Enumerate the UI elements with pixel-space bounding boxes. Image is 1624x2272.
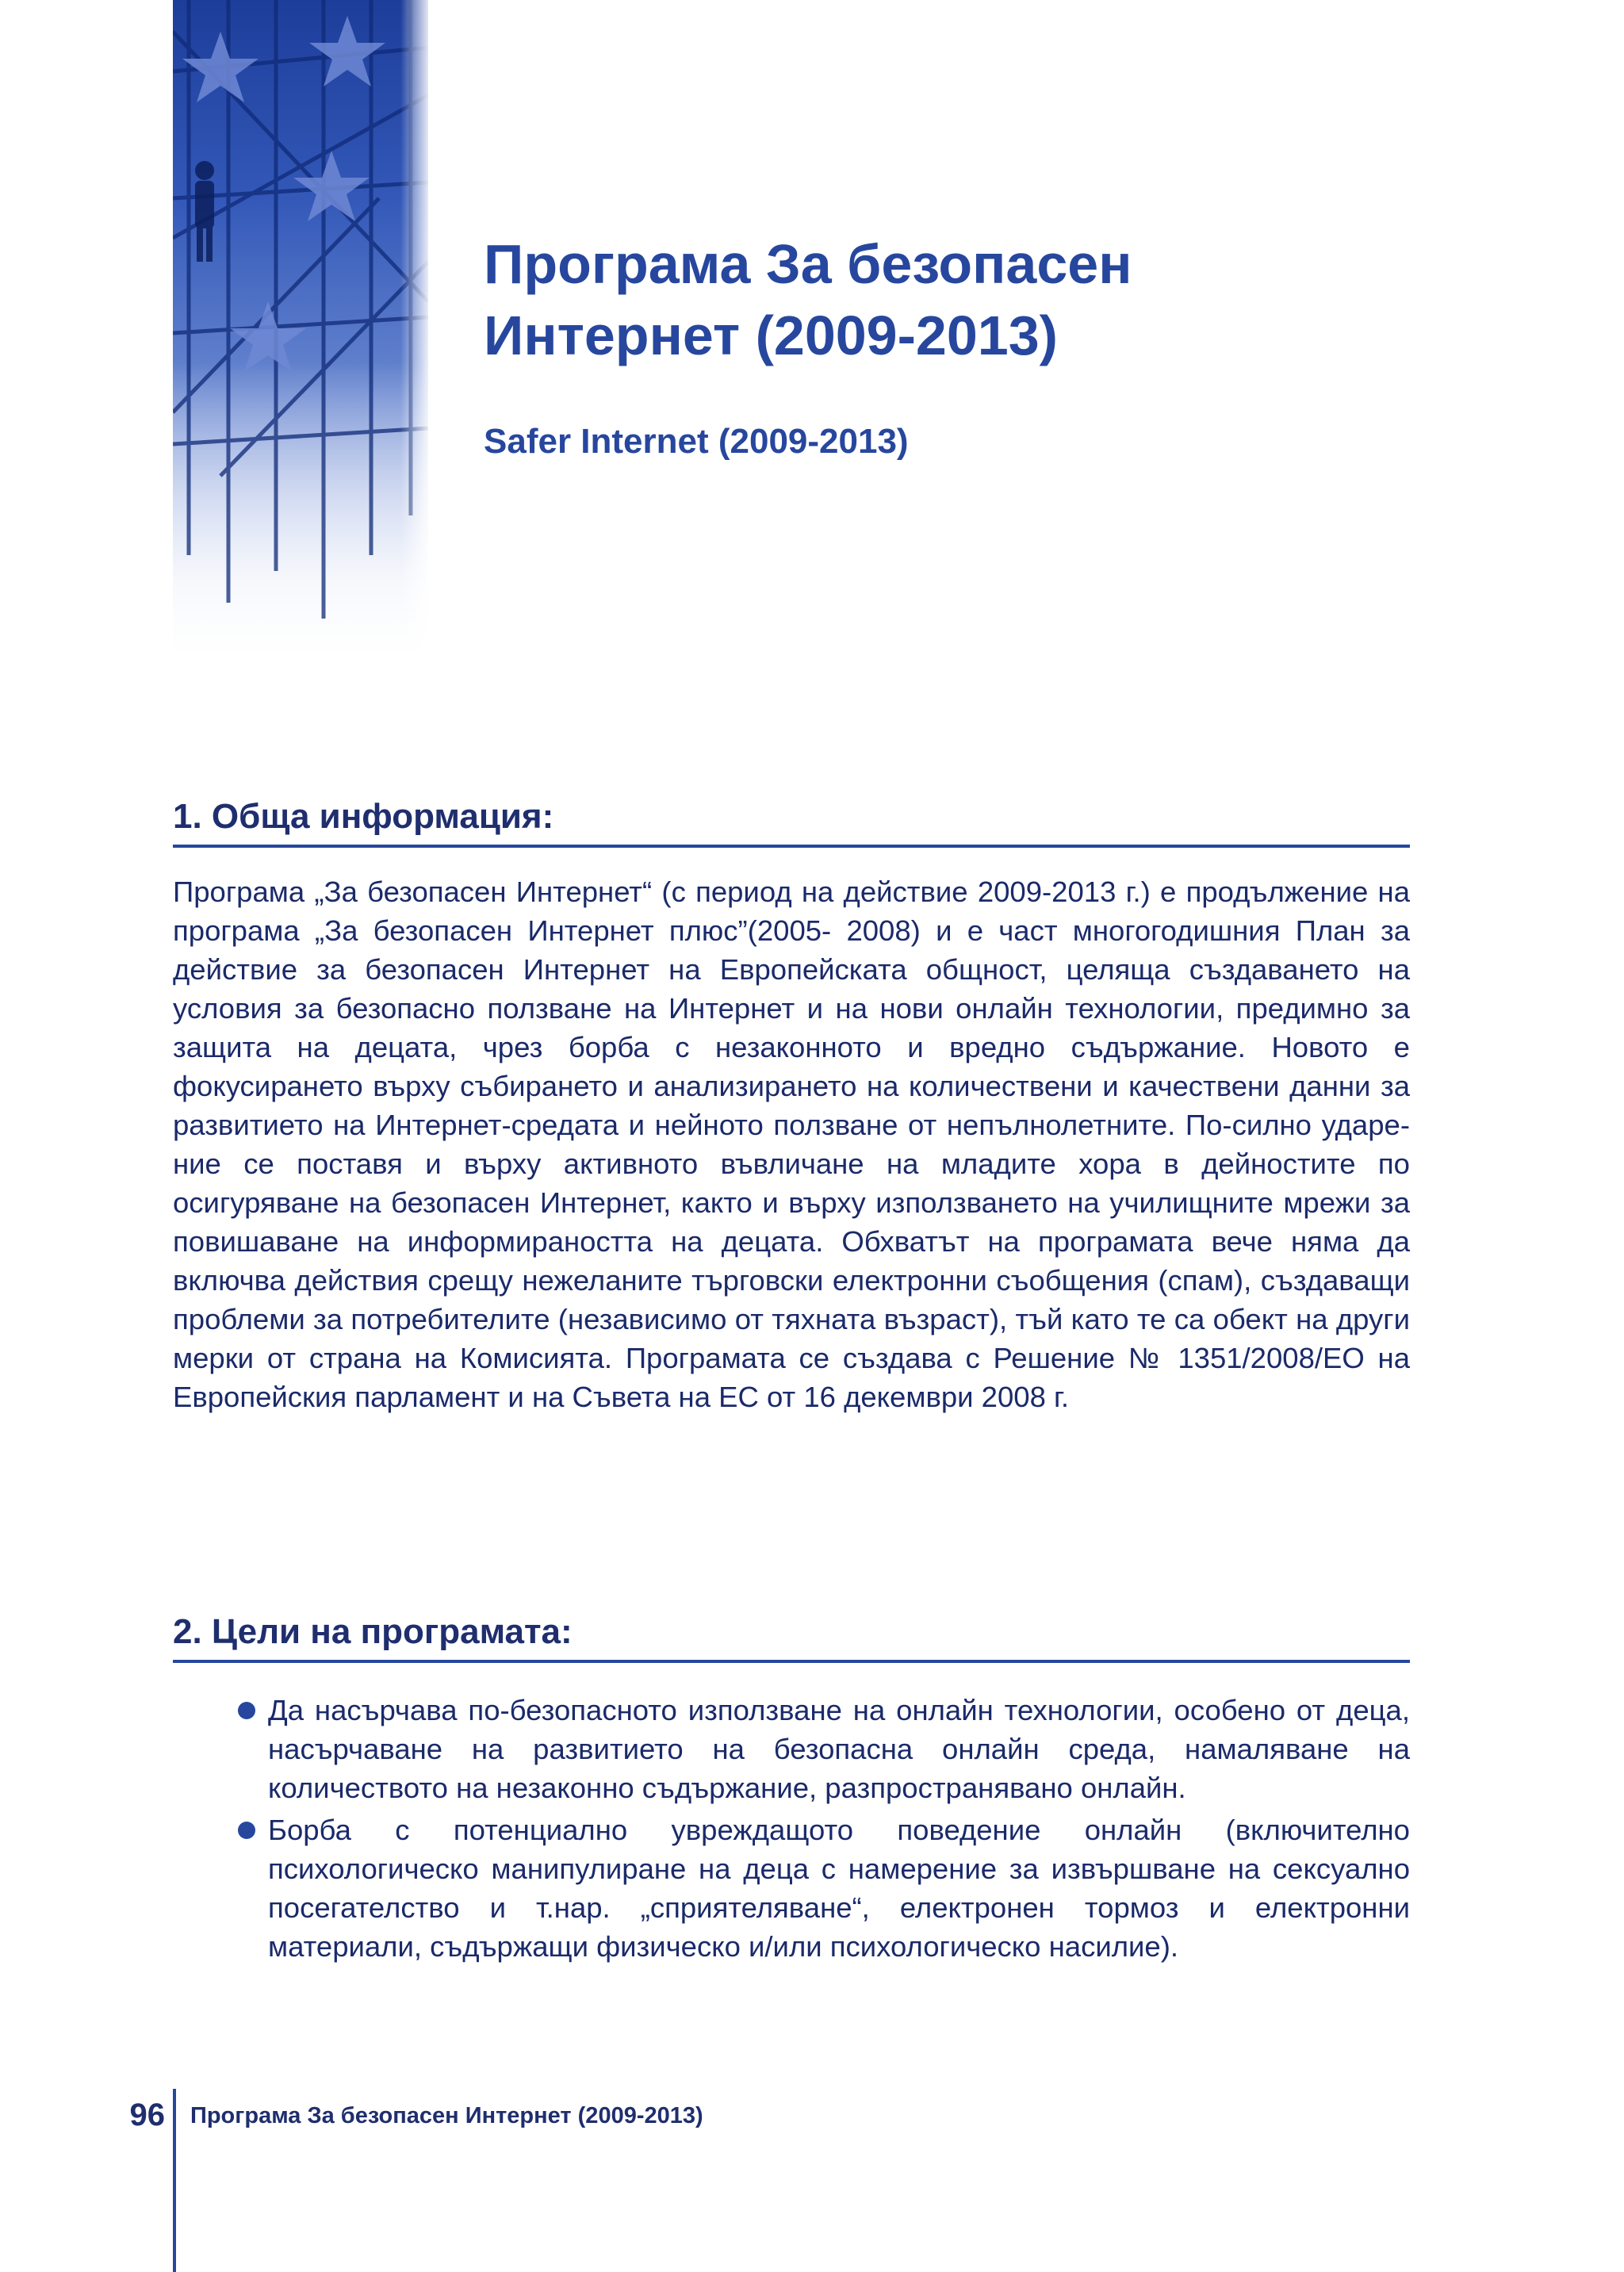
star-icon <box>182 32 259 102</box>
list-item <box>173 1691 1410 1807</box>
header-photo <box>173 0 428 658</box>
bullet-icon <box>238 1702 255 1719</box>
bullet-icon <box>238 1822 255 1839</box>
page-title-line-2: Интернет (2009-2013) <box>484 305 1058 366</box>
scaffolding-illustration <box>173 0 428 658</box>
worker-silhouette <box>195 161 214 262</box>
photo-fade <box>400 0 432 658</box>
running-title: Програма За безопасен Интернет (2009-2013) <box>190 2103 703 2128</box>
star-icon <box>230 301 306 372</box>
page-title-line-1: Програма За безопасен <box>484 233 1132 295</box>
footer-divider <box>173 2089 176 2272</box>
objectives-list <box>173 1691 1410 1969</box>
general-info-paragraph: Програма „За безопасен Интернет“ (с период на действие 2009-2013 г.) е продължение на програма „За безопасен Интернет плюс”(2005- 2008) и е част многогодишния План за действие за безопасен Интернет на Европейската общност, целяща създаването на условия за безопасно ползване на Интернет и на нови онлайн технологии, предимно за защита на децата, чрез борба с незаконното и вредно съдържание. Новото е фокусирането върху събирането и анализирането на количествени и качествени данни за развитието на Интернет-средата и нейното ползване от непълнолетните. По-силно ударение се поставя и върху активното въвличане на младите хора в дейностите по осигуряване на безопасен Интернет, както и върху използването на училищните мрежи за повишаване на информираността на децата. Обхватът на програмата вече няма да включва действия срещу нежеланите търговски електронни съобщения (спам), създаващи проблеми за потребителите (независимо от тяхната възраст), тъй като те са обект на други мерки от страна на Комисията. Програмата се създава с Решение № 1351/2008/ЕО на Европейския парламент и на Съвета на ЕС от 16 декември 2008 г. <box>173 875 1410 1413</box>
section-heading-general-info: 1. Обща информация: <box>173 797 1410 848</box>
section-heading-objectives: 2. Цели на програмата: <box>173 1612 1410 1663</box>
list-item-text: Да насърчава по-безопасното използване на онлайн технологии, особено от деца, насърчаване на развитието на безопасна онлайн среда, намаляване на количеството на незаконно съдържание, разпространявано онлайн. <box>268 1694 1410 1804</box>
page-number: 96 <box>129 2098 165 2132</box>
page-subtitle: Safer Internet (2009-2013) <box>484 422 909 461</box>
list-item-text: Борба с потенциално увреждащото поведение онлайн (включително психологическо манипулиране на деца с намерение за извършване на сексуално посегателство и т.нар. „сприятеляване“, електронен тормоз и електронни материали, съдържащи физическо и/или психологическо насилие). <box>268 1814 1410 1963</box>
list-item <box>173 1810 1410 1966</box>
page-title <box>484 228 1435 371</box>
